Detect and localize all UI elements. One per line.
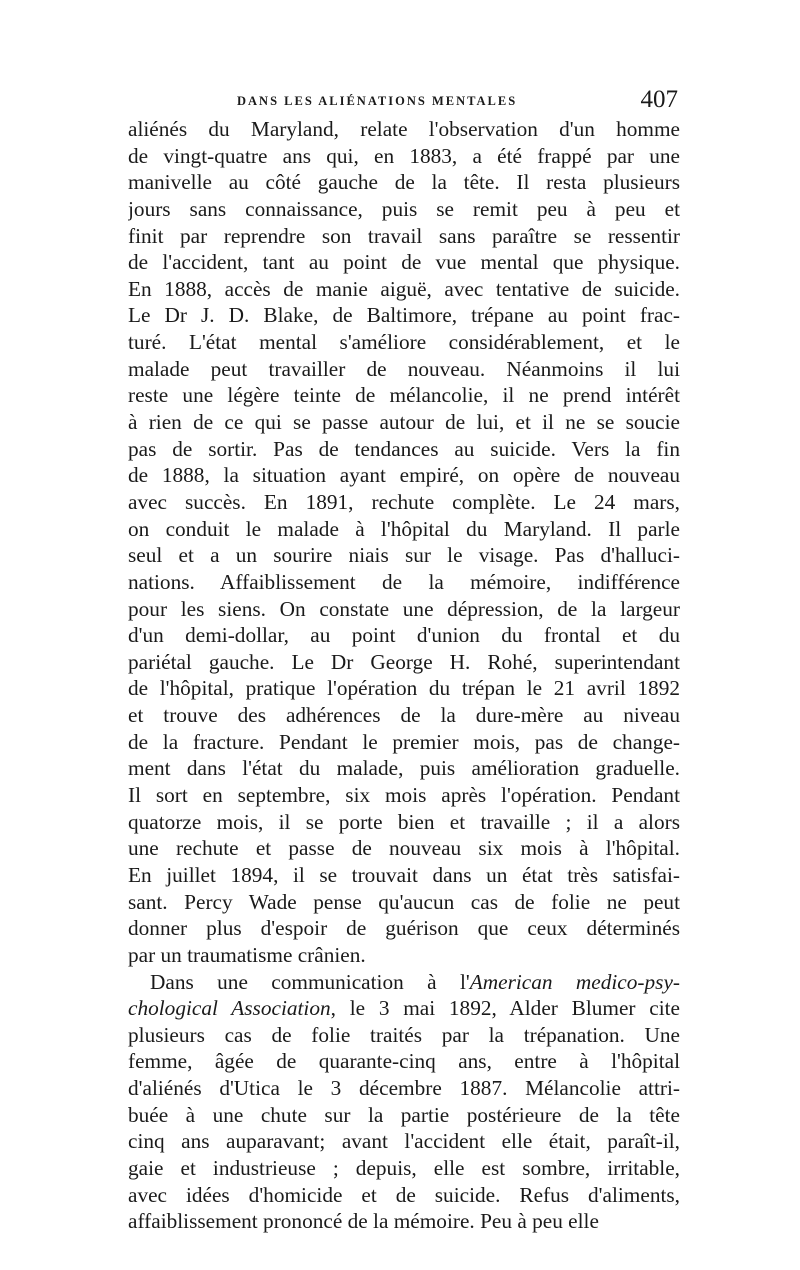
text-line: quatorze mois, il se porte bien et travaille ; il a alors (128, 809, 680, 834)
text-line: Dans une communication à l'American medico-psy- (150, 969, 680, 994)
running-title: DANS LES ALIÉNATIONS MENTALES (237, 94, 518, 108)
text-line: En juillet 1894, il se trouvait dans un état très satisfai- (128, 862, 680, 887)
text-line: par un traumatisme crânien. (128, 942, 366, 967)
text-line: nations. Affaiblissement de la mémoire, indifférence (128, 569, 680, 594)
text-line: pariétal gauche. Le Dr George H. Rohé, superintendant (128, 649, 680, 674)
page-number: 407 (640, 86, 678, 113)
text-line: donner plus d'espoir de guérison que ceux déterminés (128, 916, 680, 941)
text-line: de vingt-quatre ans qui, en 1883, a été frappé par une (128, 143, 680, 168)
text-line: Le Dr J. D. Blake, de Baltimore, trépane au point frac- (128, 303, 680, 328)
text-line: une rechute et passe de nouveau six mois à l'hôpital. (128, 836, 680, 861)
text-line: à rien de ce qui se passe autour de lui, et il ne se soucie (128, 410, 680, 435)
text-line: de la fracture. Pendant le premier mois, pas de change- (128, 729, 680, 754)
text-line: gaie et industrieuse ; depuis, elle est sombre, irritable, (128, 1155, 680, 1180)
body-text (128, 116, 680, 1235)
text-line: plusieurs cas de folie traités par la trépanation. Une (128, 1022, 680, 1047)
text-line: Il sort en septembre, six mois après l'opération. Pendant (128, 783, 680, 808)
text-line: femme, âgée de quarante-cinq ans, entre à l'hôpital (128, 1049, 680, 1074)
text-line: de l'hôpital, pratique l'opération du trépan le 21 avril 1892 (128, 676, 680, 701)
text-line: de l'accident, tant au point de vue mental que physique. (128, 250, 680, 275)
text-line: manivelle au côté gauche de la tête. Il resta plusieurs (128, 170, 680, 195)
text-line: et trouve des adhérences de la dure-mère au niveau (128, 703, 680, 728)
text-line: d'un demi-dollar, au point d'union du frontal et du (128, 623, 680, 648)
text-line: on conduit le malade à l'hôpital du Maryland. Il parle (128, 516, 680, 541)
text-line: ment dans l'état du malade, puis amélioration graduelle. (128, 756, 680, 781)
text-line: affaiblissement prononcé de la mémoire. Peu à peu elle (128, 1209, 599, 1234)
text-line: seul et a un sourire niais sur le visage. Pas d'halluci- (128, 543, 680, 568)
text-line: pour les siens. On constate une dépression, de la largeur (128, 596, 680, 621)
text-line: reste une légère teinte de mélancolie, il ne prend intérêt (128, 383, 680, 408)
text-line: de 1888, la situation ayant empiré, on opère de nouveau (128, 463, 680, 488)
text-line: turé. L'état mental s'améliore considérablement, et le (128, 330, 680, 355)
text-line: cinq ans auparavant; avant l'accident elle était, paraît-il, (128, 1129, 680, 1154)
text-line: En 1888, accès de manie aiguë, avec tentative de suicide. (128, 276, 680, 301)
text-line: chological Association, le 3 mai 1892, Alder Blumer cite (128, 996, 680, 1021)
text-line: pas de sortir. Pas de tendances au suicide. Vers la fin (128, 436, 680, 461)
text-line: avec succès. En 1891, rechute complète. Le 24 mars, (128, 489, 680, 514)
text-line: sant. Percy Wade pense qu'aucun cas de folie ne peut (128, 889, 680, 914)
text-line: finit par reprendre son travail sans paraître se ressentir (128, 223, 680, 248)
text-line: jours sans connaissance, puis se remit peu à peu et (128, 196, 680, 221)
running-head (125, 86, 680, 116)
text-line: buée à une chute sur la partie postérieure de la tête (128, 1102, 680, 1127)
text-line: d'aliénés d'Utica le 3 décembre 1887. Mélancolie attri- (128, 1076, 680, 1101)
text-line: aliénés du Maryland, relate l'observation d'un homme (128, 117, 680, 141)
text-line: avec idées d'homicide et de suicide. Refus d'aliments, (128, 1182, 680, 1207)
text-line: malade peut travailler de nouveau. Néanmoins il lui (128, 356, 680, 381)
